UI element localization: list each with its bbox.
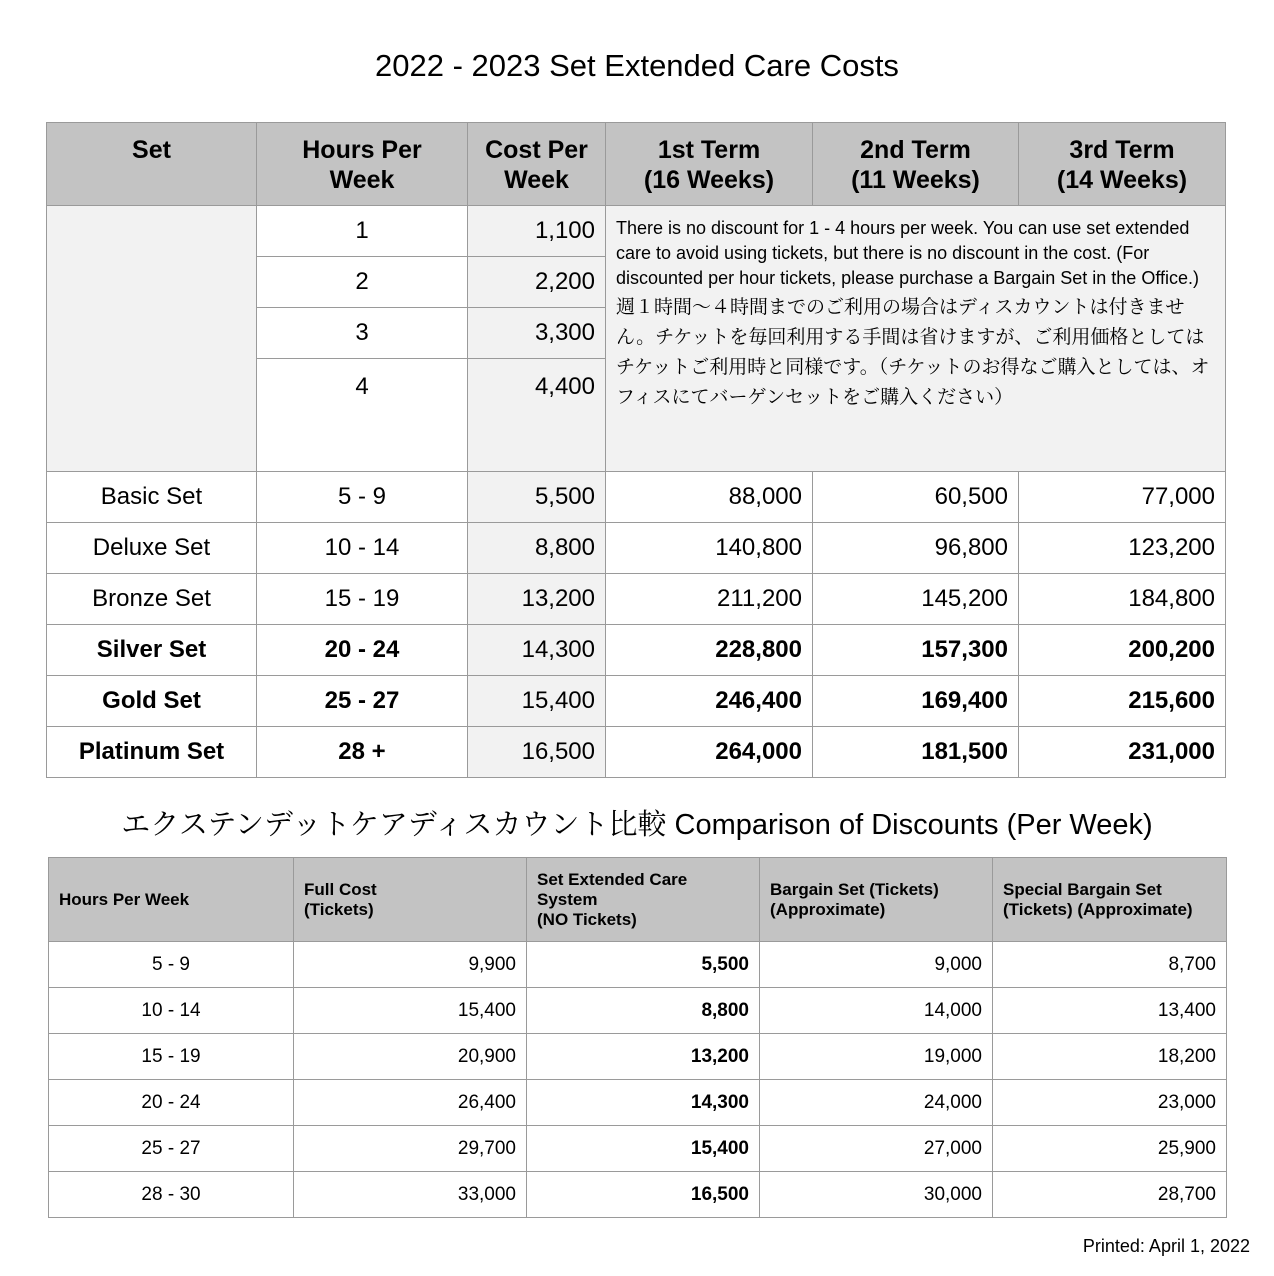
term3-cell: 200,200 <box>1019 625 1226 676</box>
hours-cell: 2 <box>257 257 468 308</box>
term2-cell: 169,400 <box>813 676 1019 727</box>
term1-cell: 140,800 <box>606 523 813 574</box>
term3-cell: 123,200 <box>1019 523 1226 574</box>
full-cost-cell: 29,700 <box>294 1126 527 1172</box>
set-name-cell: Silver Set <box>47 625 257 676</box>
hours-cell: 5 - 9 <box>49 942 294 988</box>
table-row <box>47 206 1226 257</box>
page-title: 2022 - 2023 Set Extended Care Costs <box>375 48 899 83</box>
hours-cell: 28 - 30 <box>49 1172 294 1218</box>
table-row <box>47 625 1226 676</box>
table-row <box>49 1034 1227 1080</box>
term3-cell: 215,600 <box>1019 676 1226 727</box>
term1-cell: 88,000 <box>606 472 813 523</box>
cost-cell: 15,400 <box>468 676 606 727</box>
bargain-cell: 19,000 <box>760 1034 993 1080</box>
hours-cell: 3 <box>257 308 468 359</box>
col-header-full-cost: Full Cost (Tickets) <box>294 858 527 942</box>
table-header-row <box>47 123 1226 206</box>
table-header-row <box>49 858 1227 942</box>
table-row <box>49 942 1227 988</box>
cost-cell: 1,100 <box>468 206 606 257</box>
full-cost-cell: 20,900 <box>294 1034 527 1080</box>
term2-cell: 145,200 <box>813 574 1019 625</box>
hours-cell: 10 - 14 <box>49 988 294 1034</box>
bargain-cell: 14,000 <box>760 988 993 1034</box>
col-header-set-system: Set Extended Care System (NO Tickets) <box>527 858 760 942</box>
cost-cell: 8,800 <box>468 523 606 574</box>
full-cost-cell: 33,000 <box>294 1172 527 1218</box>
term1-cell: 228,800 <box>606 625 813 676</box>
blank-set-cell <box>47 206 257 472</box>
special-bargain-cell: 13,400 <box>993 988 1227 1034</box>
term2-cell: 96,800 <box>813 523 1019 574</box>
term3-cell: 231,000 <box>1019 727 1226 778</box>
term2-cell: 181,500 <box>813 727 1019 778</box>
table-row <box>49 1126 1227 1172</box>
set-name-cell: Basic Set <box>47 472 257 523</box>
set-name-cell: Platinum Set <box>47 727 257 778</box>
hours-cell: 25 - 27 <box>257 676 468 727</box>
cost-cell: 16,500 <box>468 727 606 778</box>
full-cost-cell: 9,900 <box>294 942 527 988</box>
comparison-title: エクステンデットケアディスカウント比較 Comparison of Discounts (Per Week) <box>121 809 1153 841</box>
discount-comparison-table <box>48 857 1227 1218</box>
special-bargain-cell: 18,200 <box>993 1034 1227 1080</box>
full-cost-cell: 15,400 <box>294 988 527 1034</box>
set-system-cell: 5,500 <box>527 942 760 988</box>
col-header-bargain-set: Bargain Set (Tickets) (Approximate) <box>760 858 993 942</box>
set-system-cell: 15,400 <box>527 1126 760 1172</box>
table-row <box>47 523 1226 574</box>
term2-cell: 60,500 <box>813 472 1019 523</box>
table-row <box>47 727 1226 778</box>
no-discount-note <box>606 206 1226 472</box>
hours-cell: 25 - 27 <box>49 1126 294 1172</box>
printed-date: Printed: April 1, 2022 <box>1082 1236 1250 1256</box>
bargain-cell: 27,000 <box>760 1126 993 1172</box>
col-header-hours: Hours Per Week <box>257 123 468 206</box>
bargain-cell: 9,000 <box>760 942 993 988</box>
note-japanese: 週１時間〜４時間までのご利用の場合はディスカウントは付きません。チケットを毎回利用する手間は省けますが、ご利用価格としてはチケットご利用時と同様です。（チケットのお得なご購入としては、オフィスにてバーゲンセットをご購入ください） <box>616 297 1210 408</box>
table-row <box>47 676 1226 727</box>
table-row <box>47 574 1226 625</box>
hours-cell: 28 + <box>257 727 468 778</box>
set-name-cell: Bronze Set <box>47 574 257 625</box>
set-name-cell: Gold Set <box>47 676 257 727</box>
hours-cell: 15 - 19 <box>49 1034 294 1080</box>
col-header-hours: Hours Per Week <box>49 858 294 942</box>
cost-cell: 14,300 <box>468 625 606 676</box>
full-cost-cell: 26,400 <box>294 1080 527 1126</box>
term3-cell: 77,000 <box>1019 472 1226 523</box>
table-row <box>49 1172 1227 1218</box>
term1-cell: 264,000 <box>606 727 813 778</box>
hours-cell: 5 - 9 <box>257 472 468 523</box>
col-header-term2: 2nd Term (11 Weeks) <box>813 123 1019 206</box>
special-bargain-cell: 25,900 <box>993 1126 1227 1172</box>
term1-cell: 246,400 <box>606 676 813 727</box>
set-system-cell: 8,800 <box>527 988 760 1034</box>
set-name-cell: Deluxe Set <box>47 523 257 574</box>
hours-cell: 20 - 24 <box>257 625 468 676</box>
hours-cell: 20 - 24 <box>49 1080 294 1126</box>
hours-cell: 10 - 14 <box>257 523 468 574</box>
bargain-cell: 24,000 <box>760 1080 993 1126</box>
term1-cell: 211,200 <box>606 574 813 625</box>
cost-cell: 2,200 <box>468 257 606 308</box>
special-bargain-cell: 8,700 <box>993 942 1227 988</box>
col-header-term1: 1st Term (16 Weeks) <box>606 123 813 206</box>
cost-cell: 3,300 <box>468 308 606 359</box>
table-row <box>49 1080 1227 1126</box>
table-row <box>47 472 1226 523</box>
hours-cell: 1 <box>257 206 468 257</box>
col-header-term3: 3rd Term (14 Weeks) <box>1019 123 1226 206</box>
set-system-cell: 14,300 <box>527 1080 760 1126</box>
col-header-cost: Cost Per Week <box>468 123 606 206</box>
set-system-cell: 13,200 <box>527 1034 760 1080</box>
col-header-set: Set <box>47 123 257 206</box>
cost-cell: 5,500 <box>468 472 606 523</box>
note-english: There is no discount for 1 - 4 hours per week. You can use set extended care to avoid using tickets, but there is no discount in the cost. (For discounted per hour tickets, please purchase a Bargain Set in the Office.) <box>616 218 1200 288</box>
special-bargain-cell: 23,000 <box>993 1080 1227 1126</box>
set-costs-table <box>46 122 1226 778</box>
term2-cell: 157,300 <box>813 625 1019 676</box>
hours-cell: 4 <box>257 359 468 472</box>
table-row <box>49 988 1227 1034</box>
cost-cell: 4,400 <box>468 359 606 472</box>
hours-cell: 15 - 19 <box>257 574 468 625</box>
term3-cell: 184,800 <box>1019 574 1226 625</box>
col-header-special-bargain-set: Special Bargain Set (Tickets) (Approximate) <box>993 858 1227 942</box>
cost-cell: 13,200 <box>468 574 606 625</box>
set-system-cell: 16,500 <box>527 1172 760 1218</box>
bargain-cell: 30,000 <box>760 1172 993 1218</box>
special-bargain-cell: 28,700 <box>993 1172 1227 1218</box>
